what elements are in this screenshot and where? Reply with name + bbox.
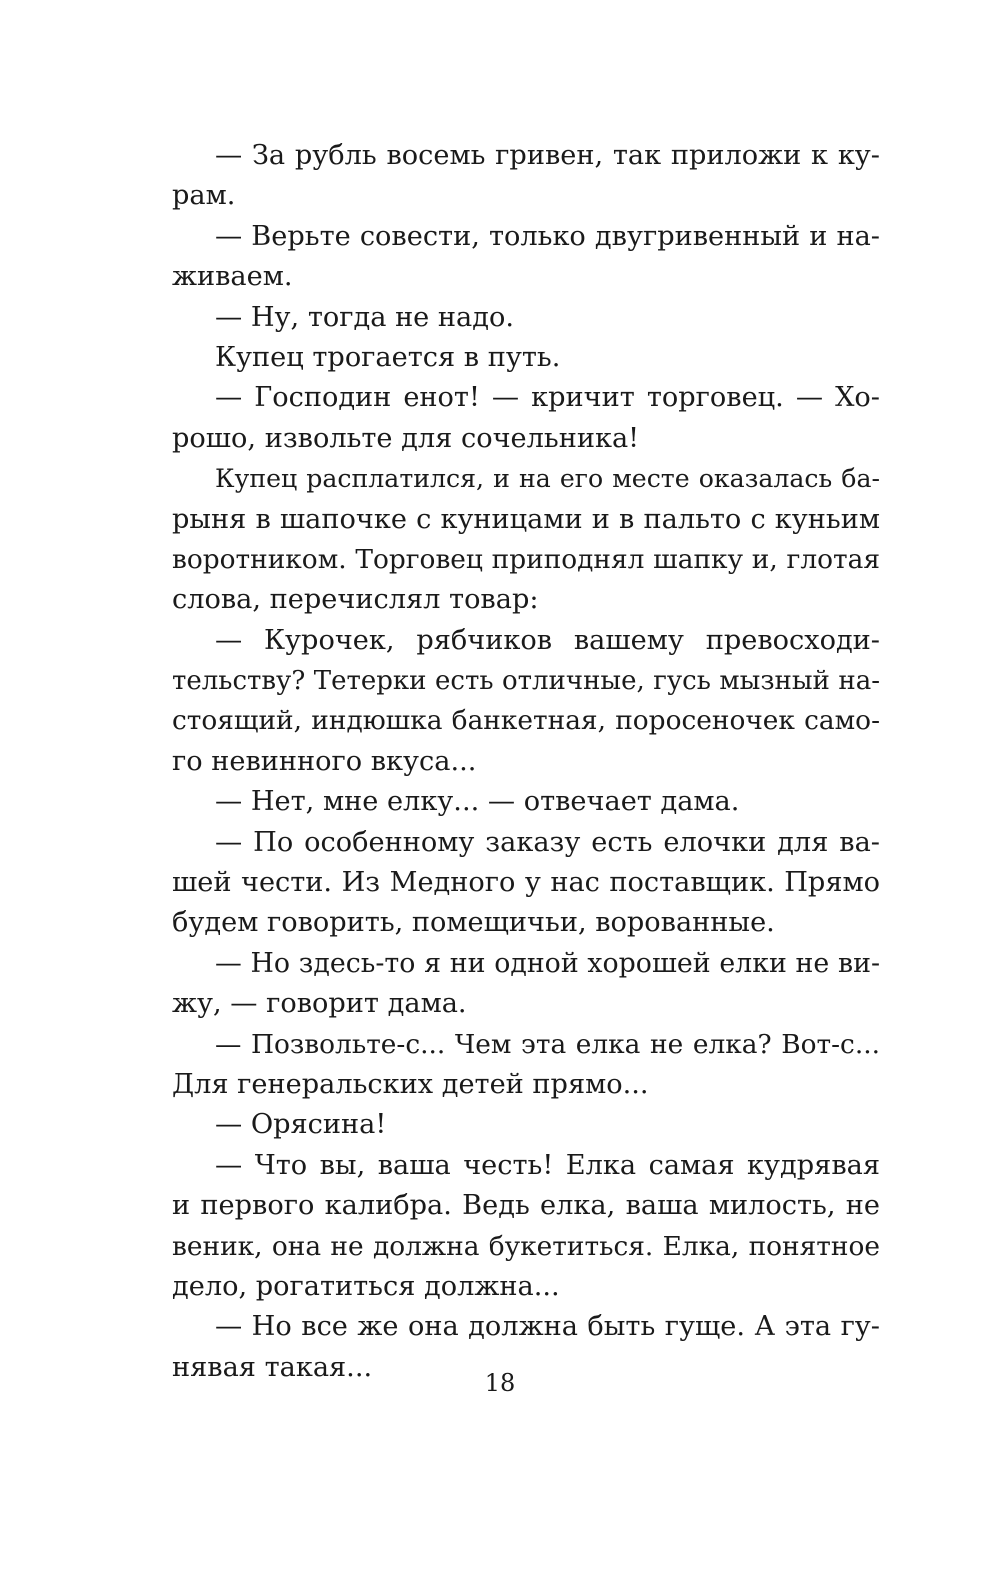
text-line: Купец трогается в путь. (215, 341, 561, 373)
body-text (172, 136, 880, 1388)
text-line: — Курочек, рябчиков вашему превосходи- (215, 624, 880, 656)
text-line: — Но все же она должна быть гуще. А эта гу- (215, 1311, 880, 1343)
text-line: будем говорить, помещичьи, ворованные. (172, 907, 775, 939)
text-line: рошо, извольте для сочельника! (172, 422, 640, 454)
text-line: — Верьте совести, только двугривенный и на- (215, 220, 880, 252)
text-line: нявая такая... (172, 1351, 373, 1383)
text-line: — Орясина! (215, 1109, 387, 1141)
text-line: — Нет, мне елку... — отвечает дама. (215, 786, 740, 818)
text-line: рыня в шапочке с куницами и в пальто с куньим (172, 503, 880, 535)
text-line: рам. (172, 180, 236, 212)
text-line: тельству? Тетерки есть отличные, гусь мызный на- (172, 666, 880, 697)
text-line: жу, — говорит дама. (172, 988, 467, 1020)
page-number: 18 (484, 1369, 516, 1397)
text-line: — За рубль восемь гривен, так приложи к ку- (215, 140, 880, 171)
text-line: — Но здесь-то я ни одной хорошей елки не ви- (215, 947, 880, 979)
text-line: — Позвольте-с... Чем эта елка не елка? Вот-с... (215, 1028, 880, 1060)
text-line: слова, перечислял товар: (172, 584, 539, 616)
text-line: го невинного вкуса... (172, 745, 477, 777)
text-line: шей чести. Из Медного у нас поставщик. Прямо (172, 867, 880, 899)
text-line: — Ну, тогда не надо. (215, 301, 514, 333)
text-line: дело, рогатиться должна... (172, 1270, 560, 1302)
text-line: — По особенному заказу есть елочки для ва- (215, 826, 880, 858)
text-line: воротником. Торговец приподнял шапку и, глотая (172, 543, 880, 575)
text-line: веник, она не должна букетиться. Елка, понятное (172, 1230, 880, 1262)
text-line: живаем. (172, 261, 293, 293)
text-line: Для генеральских детей прямо... (172, 1068, 649, 1100)
text-line: Купец расплатился, и на его месте оказалась ба- (215, 464, 880, 494)
text-line: стоящий, индюшка банкетная, поросеночек само- (172, 705, 880, 737)
text-line: и первого калибра. Ведь елка, ваша милость, не (172, 1190, 880, 1222)
text-line: — Господин енот! — кричит торговец. — Хо- (215, 382, 880, 414)
text-line: — Что вы, ваша честь! Елка самая кудрявая (215, 1149, 880, 1181)
